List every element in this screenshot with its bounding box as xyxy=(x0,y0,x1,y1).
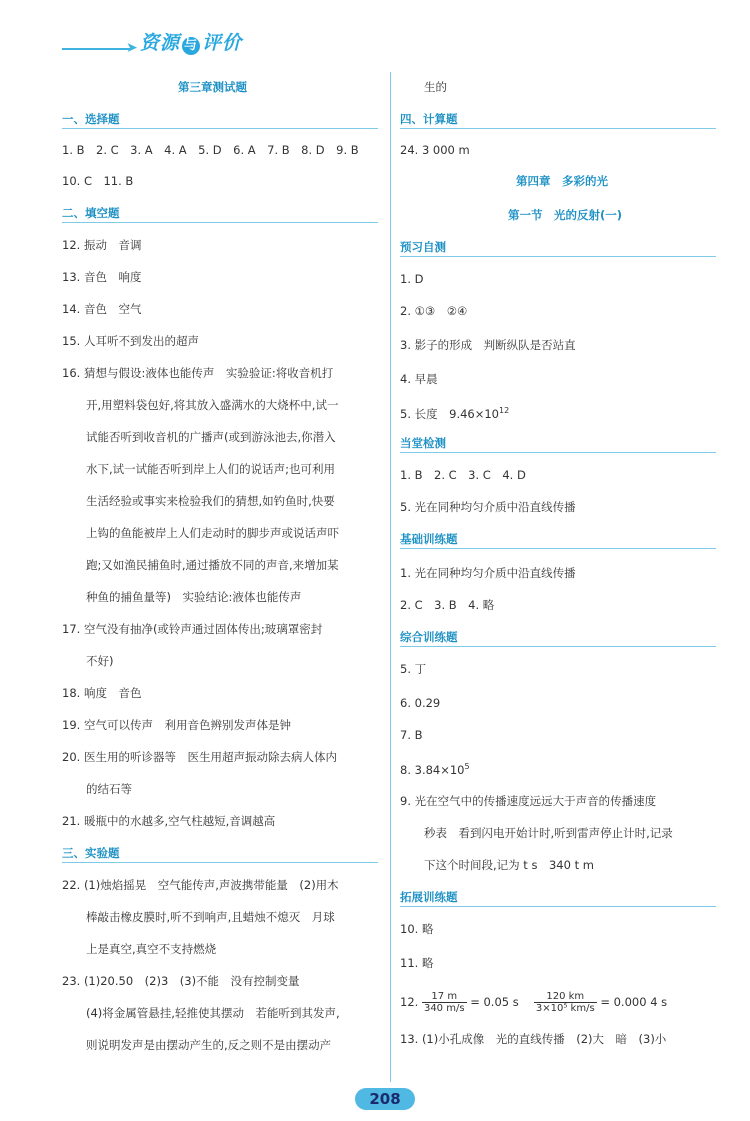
answer-line: 1. D xyxy=(400,272,424,286)
superscript: 12 xyxy=(499,406,510,415)
answer-line: 24. 3 000 m xyxy=(400,143,470,157)
answer-line: 10. C 11. B xyxy=(62,174,134,188)
answer-line: 20. 医生用的听诊器等 医生用超声振动除去病人体内 xyxy=(62,750,337,764)
fraction-denominator: 3×10⁵ km/s xyxy=(535,1003,595,1014)
header-title xyxy=(140,28,242,55)
page-number: 208 xyxy=(369,1090,401,1108)
formula-prefix: 12. xyxy=(400,995,419,1009)
answer-line: 1. B 2. C 3. C 4. D xyxy=(400,468,526,482)
superscript: 5 xyxy=(464,762,470,771)
answer-line: 6. 0.29 xyxy=(400,696,441,710)
fraction-numerator: 17 m xyxy=(422,991,467,1003)
answer-line: 3. 影子的形成 判断纵队是否站直 xyxy=(400,338,576,352)
answer-line xyxy=(400,760,470,777)
fraction-numerator: 120 km xyxy=(534,991,597,1003)
section-rule xyxy=(62,222,378,223)
answer-line: 15. 人耳听不到发出的超声 xyxy=(62,334,199,348)
header-title-b: 评价 xyxy=(202,32,243,54)
fraction-denominator: 340 m/s xyxy=(423,1003,465,1014)
answer-line: (4)将金属管悬挂,轻推使其摆动 若能听到其发声, xyxy=(86,1006,340,1020)
answer-line: 4. 早晨 xyxy=(400,372,438,386)
answer-text: 8. 3.84×10 xyxy=(400,762,465,777)
section-heading: 预习自测 xyxy=(400,240,446,254)
section-heading: 综合训练题 xyxy=(400,630,458,644)
answer-line: 下这个时间段,记为 t s 340 t m xyxy=(424,858,594,872)
section-heading: 拓展训练题 xyxy=(400,890,458,904)
answer-line: 11. 略 xyxy=(400,956,434,970)
answer-line: 开,用塑料袋包好,将其放入盛满水的大烧杯中,试一 xyxy=(86,398,339,412)
answer-line: 22. (1)烛焰摇晃 空气能传声,声波携带能量 (2)用木 xyxy=(62,878,339,892)
answer-line: 18. 响度 音色 xyxy=(62,686,142,700)
section-rule xyxy=(400,452,716,453)
answer-line: 2. C 3. B 4. 略 xyxy=(400,598,495,612)
section-rule xyxy=(400,906,716,907)
header-title-a: 资源 xyxy=(140,32,181,54)
answer-line: 5. 丁 xyxy=(400,662,427,676)
column-divider xyxy=(390,72,391,1082)
answer-line: 试能否听到收音机的广播声(或到游泳池去,你潜入 xyxy=(86,430,336,444)
answer-line: 生活经验或事实来检验我们的猜想,如钓鱼时,快要 xyxy=(86,494,335,508)
fraction-distance-over-light-speed xyxy=(534,991,597,1014)
answer-line: 则说明发声是由摆动产生的,反之则不是由摆动产 xyxy=(86,1038,332,1052)
answer-text: 5. 长度 9.46×10 xyxy=(400,406,500,421)
answer-line: 2. ①③ ②④ xyxy=(400,304,468,318)
section-rule xyxy=(400,548,716,549)
section-rule xyxy=(62,862,378,863)
answer-line: 种鱼的捕鱼量等) 实验结论:液体也能传声 xyxy=(86,590,302,604)
header-rule xyxy=(62,48,130,50)
header-arrow-icon: ➤ xyxy=(126,40,138,56)
answer-line: 上钩的鱼能被岸上人们走动时的脚步声或说话声吓 xyxy=(86,526,339,540)
answer-line: 5. 光在同种均匀介质中沿直线传播 xyxy=(400,500,576,514)
answer-line: 生的 xyxy=(424,80,447,94)
section-rule xyxy=(62,128,378,129)
answer-line: 21. 暖瓶中的水越多,空气柱越短,音调越高 xyxy=(62,814,276,828)
section-rule xyxy=(400,128,716,129)
answer-line: 不好) xyxy=(86,654,114,668)
answer-line: 16. 猜想与假设:液体也能传声 实验验证:将收音机打 xyxy=(62,366,334,380)
section-title: 第一节 光的反射(一) xyxy=(508,208,623,222)
answer-line: 12. 振动 音调 xyxy=(62,238,142,252)
answer-line: 23. (1)20.50 (2)3 (3)不能 没有控制变量 xyxy=(62,974,300,988)
answer-line: 跑;又如渔民捕鱼时,通过播放不同的声音,来增加某 xyxy=(86,558,339,572)
formula-middle: = 0.05 s xyxy=(470,995,531,1009)
answer-line: 7. B xyxy=(400,728,423,742)
section-heading: 二、填空题 xyxy=(62,206,120,220)
answer-line: 19. 空气可以传声 利用音色辨别发声体是钟 xyxy=(62,718,291,732)
answer-line: 14. 音色 空气 xyxy=(62,302,142,316)
section-heading: 基础训练题 xyxy=(400,532,458,546)
section-rule xyxy=(400,256,716,257)
answer-line-formula xyxy=(400,988,667,1016)
answer-line: 9. 光在空气中的传播速度远远大于声音的传播速度 xyxy=(400,794,657,808)
chapter-title: 第四章 多彩的光 xyxy=(516,174,608,188)
answer-line: 17. 空气没有抽净(或铃声通过固体传出;玻璃罩密封 xyxy=(62,622,323,636)
answer-line: 1. B 2. C 3. A 4. A 5. D 6. A 7. B 8. D 9. B xyxy=(62,143,359,157)
answer-line: 棒敲击橡皮膜时,听不到响声,且蜡烛不熄灭 月球 xyxy=(86,910,335,924)
section-heading: 三、实验题 xyxy=(62,846,120,860)
answer-line: 秒表 看到闪电开始计时,听到雷声停止计时,记录 xyxy=(424,826,673,840)
answer-line: 13. (1)小孔成像 光的直线传播 (2)大 暗 (3)小 xyxy=(400,1032,667,1046)
formula-suffix: = 0.000 4 s xyxy=(600,995,668,1009)
answer-line: 上是真空,真空不支持燃烧 xyxy=(86,942,217,956)
fraction-distance-over-sound-speed xyxy=(422,991,467,1014)
answer-line: 10. 略 xyxy=(400,922,434,936)
answer-line: 的结石等 xyxy=(86,782,132,796)
answer-line xyxy=(400,404,509,421)
section-heading: 四、计算题 xyxy=(400,112,458,126)
answer-line: 水下,试一试能否听到岸上人们的说话声;也可利用 xyxy=(86,462,336,476)
header-amp: 与 xyxy=(184,38,199,53)
section-rule xyxy=(400,646,716,647)
section-heading: 一、选择题 xyxy=(62,112,120,126)
section-heading: 当堂检测 xyxy=(400,436,446,450)
left-title: 第三章测试题 xyxy=(178,80,247,94)
answer-line: 13. 音色 响度 xyxy=(62,270,142,284)
answer-line: 1. 光在同种均匀介质中沿直线传播 xyxy=(400,566,576,580)
